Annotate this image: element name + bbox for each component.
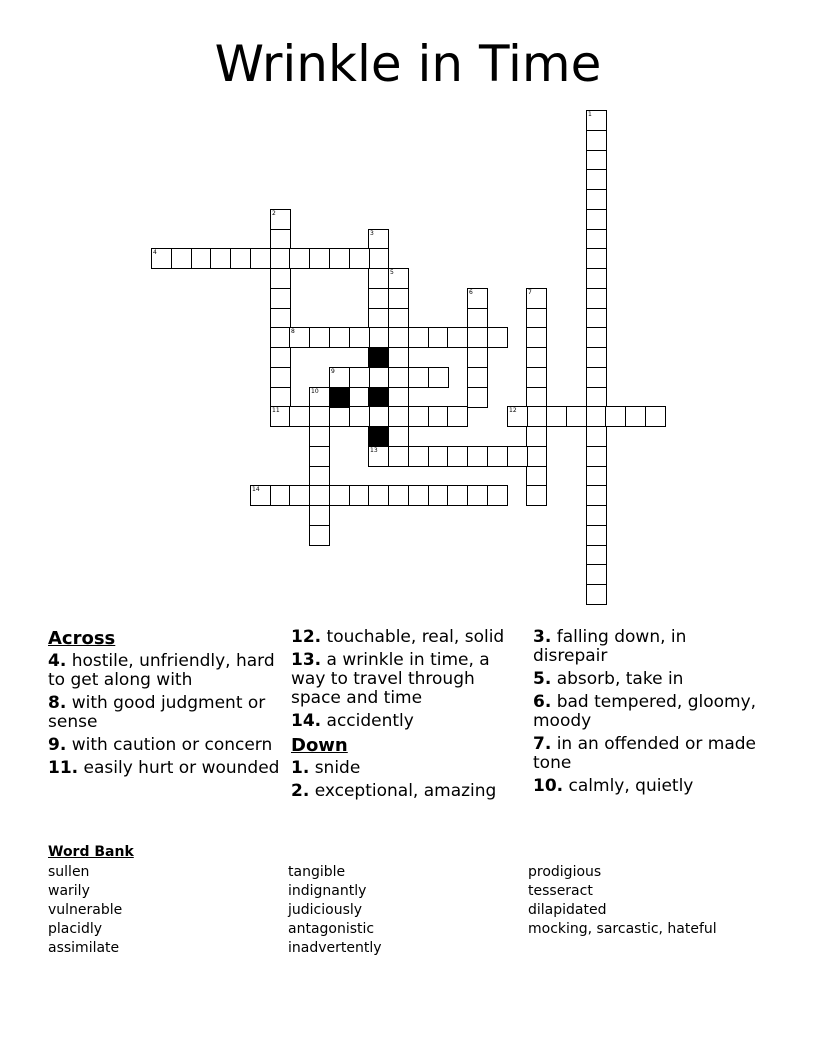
word-bank-item: prodigious <box>528 864 602 880</box>
answer-cell[interactable] <box>487 446 508 467</box>
answer-cell[interactable] <box>388 485 409 506</box>
word-bank-item: vulnerable <box>48 902 123 918</box>
word-bank-item: assimilate <box>48 940 120 956</box>
puzzle-title: Wrinkle in Time <box>214 35 602 93</box>
answer-cell[interactable] <box>586 466 607 487</box>
answer-cell[interactable] <box>586 525 607 546</box>
clue-number-label: 3 <box>370 230 374 237</box>
answer-cell[interactable] <box>388 327 409 348</box>
clue-number-label: 1 <box>588 111 592 118</box>
answer-cell[interactable] <box>467 387 488 408</box>
answer-cell[interactable] <box>349 248 370 269</box>
word-bank-item: indignantly <box>288 883 367 899</box>
answer-cell[interactable] <box>408 446 429 467</box>
answer-cell[interactable] <box>388 387 409 408</box>
answer-cell[interactable] <box>309 505 330 526</box>
answer-cell[interactable] <box>270 248 291 269</box>
across-heading: Across <box>48 628 116 649</box>
answer-cell[interactable] <box>645 406 666 427</box>
clue-down-3: 3. falling down, in disrepair <box>533 627 687 666</box>
answer-cell[interactable] <box>467 367 488 388</box>
answer-cell[interactable] <box>586 150 607 171</box>
clue-across-8: 8. with good judgment or sense <box>48 693 266 732</box>
word-bank-column-3 <box>528 863 717 939</box>
answer-cell[interactable] <box>230 248 251 269</box>
answer-cell[interactable] <box>270 387 291 408</box>
word-bank-item: inadvertently <box>288 940 382 956</box>
clue-number-label: 5 <box>390 269 394 276</box>
answer-cell[interactable] <box>270 308 291 329</box>
answer-cell[interactable] <box>566 406 587 427</box>
answer-cell[interactable] <box>507 446 528 467</box>
answer-cell[interactable] <box>467 485 488 506</box>
answer-cell[interactable] <box>309 446 330 467</box>
clue-number-label: 14 <box>252 486 260 493</box>
answer-cell[interactable] <box>586 505 607 526</box>
answer-cell[interactable] <box>428 446 449 467</box>
answer-cell[interactable] <box>349 367 370 388</box>
answer-cell[interactable] <box>309 525 330 546</box>
answer-cell[interactable] <box>349 327 370 348</box>
answer-cell[interactable] <box>467 308 488 329</box>
down-heading: Down <box>291 735 348 756</box>
answer-cell[interactable] <box>428 485 449 506</box>
answer-cell[interactable] <box>586 446 607 467</box>
answer-cell[interactable] <box>625 406 646 427</box>
word-bank-column-1 <box>48 863 122 958</box>
answer-cell[interactable] <box>586 209 607 230</box>
answer-cell[interactable] <box>388 446 409 467</box>
answer-cell[interactable] <box>368 406 389 427</box>
answer-cell[interactable] <box>586 406 607 427</box>
answer-cell[interactable] <box>447 406 468 427</box>
word-bank-item: placidly <box>48 921 103 937</box>
answer-cell[interactable] <box>289 406 310 427</box>
word-bank-item: sullen <box>48 864 90 880</box>
answer-cell[interactable] <box>428 367 449 388</box>
answer-cell[interactable] <box>447 327 468 348</box>
answer-cell[interactable] <box>526 426 547 447</box>
clue-across-9: 9. with caution or concern <box>48 735 273 755</box>
clue-across-4: 4. hostile, unfriendly, hard to get along with <box>48 651 275 690</box>
black-cell <box>329 387 350 408</box>
answer-cell[interactable] <box>526 367 547 388</box>
answer-cell[interactable] <box>309 426 330 447</box>
answer-cell[interactable] <box>526 347 547 368</box>
answer-cell[interactable] <box>586 584 607 605</box>
answer-cell[interactable] <box>467 446 488 467</box>
clues-column-1 <box>48 628 280 782</box>
word-bank-item: tangible <box>288 864 346 880</box>
answer-cell[interactable] <box>270 229 291 250</box>
clue-number-label: 9 <box>331 368 335 375</box>
clue-number-label: 11 <box>272 407 280 414</box>
clue-across-13: 13. a wrinkle in time, a way to travel through space and time <box>291 650 490 708</box>
answer-cell[interactable] <box>586 169 607 190</box>
clue-across-14: 14. accidently <box>291 711 414 731</box>
black-cell <box>368 347 389 368</box>
answer-cell[interactable] <box>467 347 488 368</box>
answer-cell[interactable] <box>605 406 626 427</box>
answer-cell[interactable] <box>368 367 389 388</box>
clue-number-label: 13 <box>370 447 378 454</box>
answer-cell[interactable] <box>546 406 567 427</box>
clue-down-1: 1. snide <box>291 758 361 778</box>
word-bank-item: antagonistic <box>288 921 375 937</box>
answer-cell[interactable] <box>586 367 607 388</box>
answer-cell[interactable] <box>487 485 508 506</box>
answer-cell[interactable] <box>270 367 291 388</box>
answer-cell[interactable] <box>526 406 547 427</box>
answer-cell[interactable] <box>526 485 547 506</box>
clue-down-6: 6. bad tempered, gloomy, moody <box>533 692 757 731</box>
answer-cell[interactable] <box>408 327 429 348</box>
answer-cell[interactable] <box>171 248 192 269</box>
answer-cell[interactable] <box>586 288 607 309</box>
answer-cell[interactable] <box>586 229 607 250</box>
answer-cell[interactable] <box>289 485 310 506</box>
answer-cell[interactable] <box>447 485 468 506</box>
answer-cell[interactable] <box>586 130 607 151</box>
answer-cell[interactable] <box>368 248 389 269</box>
answer-cell[interactable] <box>250 248 271 269</box>
answer-cell[interactable] <box>586 426 607 447</box>
answer-cell[interactable] <box>270 288 291 309</box>
answer-cell[interactable] <box>586 387 607 408</box>
answer-cell[interactable] <box>329 406 350 427</box>
clue-across-12: 12. touchable, real, solid <box>291 627 505 647</box>
answer-cell[interactable] <box>368 485 389 506</box>
clue-down-7: 7. in an offended or made tone <box>533 734 757 773</box>
answer-cell[interactable] <box>368 288 389 309</box>
answer-cell[interactable] <box>586 268 607 289</box>
answer-cell[interactable] <box>388 308 409 329</box>
answer-cell[interactable] <box>270 327 291 348</box>
answer-cell[interactable] <box>586 347 607 368</box>
black-cell <box>368 426 389 447</box>
answer-cell[interactable] <box>586 327 607 348</box>
clues-column-2 <box>291 628 523 805</box>
clue-down-2: 2. exceptional, amazing <box>291 781 497 801</box>
answer-cell[interactable] <box>447 446 468 467</box>
answer-cell[interactable] <box>428 327 449 348</box>
clue-number-label: 7 <box>528 289 532 296</box>
answer-cell[interactable] <box>487 327 508 348</box>
clue-down-5: 5. absorb, take in <box>533 669 684 689</box>
answer-cell[interactable] <box>329 327 350 348</box>
answer-cell[interactable] <box>388 426 409 447</box>
clue-number-label: 4 <box>153 249 157 256</box>
answer-cell[interactable] <box>349 406 370 427</box>
answer-cell[interactable] <box>329 485 350 506</box>
answer-cell[interactable] <box>408 367 429 388</box>
answer-cell[interactable] <box>586 189 607 210</box>
answer-cell[interactable] <box>586 564 607 585</box>
word-bank-item: dilapidated <box>528 902 607 918</box>
answer-cell[interactable] <box>191 248 212 269</box>
answer-cell[interactable] <box>586 545 607 566</box>
answer-cell[interactable] <box>309 406 330 427</box>
word-bank-item: tesseract <box>528 883 593 899</box>
clue-across-11: 11. easily hurt or wounded <box>48 758 280 778</box>
answer-cell[interactable] <box>270 485 291 506</box>
clues-column-3 <box>533 628 765 800</box>
word-bank-column-2 <box>288 863 382 958</box>
answer-cell[interactable] <box>428 406 449 427</box>
answer-cell[interactable] <box>526 466 547 487</box>
clue-number-label: 6 <box>469 289 473 296</box>
answer-cell[interactable] <box>309 248 330 269</box>
answer-cell[interactable] <box>526 308 547 329</box>
answer-cell[interactable] <box>309 327 330 348</box>
answer-cell[interactable] <box>329 248 350 269</box>
answer-cell[interactable] <box>388 347 409 368</box>
answer-cell[interactable] <box>586 248 607 269</box>
clue-number-label: 10 <box>311 388 319 395</box>
word-bank-item: warily <box>48 883 90 899</box>
word-bank-heading: Word Bank <box>48 844 134 860</box>
answer-cell[interactable] <box>388 367 409 388</box>
answer-cell[interactable] <box>388 406 409 427</box>
answer-cell[interactable] <box>526 446 547 467</box>
answer-cell[interactable] <box>289 248 310 269</box>
answer-cell[interactable] <box>270 268 291 289</box>
answer-cell[interactable] <box>368 327 389 348</box>
answer-cell[interactable] <box>309 485 330 506</box>
clue-number-label: 2 <box>272 210 276 217</box>
answer-cell[interactable] <box>368 308 389 329</box>
clue-down-10: 10. calmly, quietly <box>533 776 694 796</box>
answer-cell[interactable] <box>586 308 607 329</box>
answer-cell[interactable] <box>210 248 231 269</box>
answer-cell[interactable] <box>526 327 547 348</box>
word-bank-item: judiciously <box>288 902 363 918</box>
answer-cell[interactable] <box>467 327 488 348</box>
answer-cell[interactable] <box>408 485 429 506</box>
clue-number-label: 8 <box>291 328 295 335</box>
answer-cell[interactable] <box>270 347 291 368</box>
black-cell <box>368 387 389 408</box>
word-bank-item: mocking, sarcastic, hateful <box>528 921 717 937</box>
answer-cell[interactable] <box>408 406 429 427</box>
clue-number-label: 12 <box>509 407 517 414</box>
answer-cell[interactable] <box>586 485 607 506</box>
answer-cell[interactable] <box>526 387 547 408</box>
answer-cell[interactable] <box>349 485 370 506</box>
answer-cell[interactable] <box>309 466 330 487</box>
answer-cell[interactable] <box>388 288 409 309</box>
answer-cell[interactable] <box>368 268 389 289</box>
